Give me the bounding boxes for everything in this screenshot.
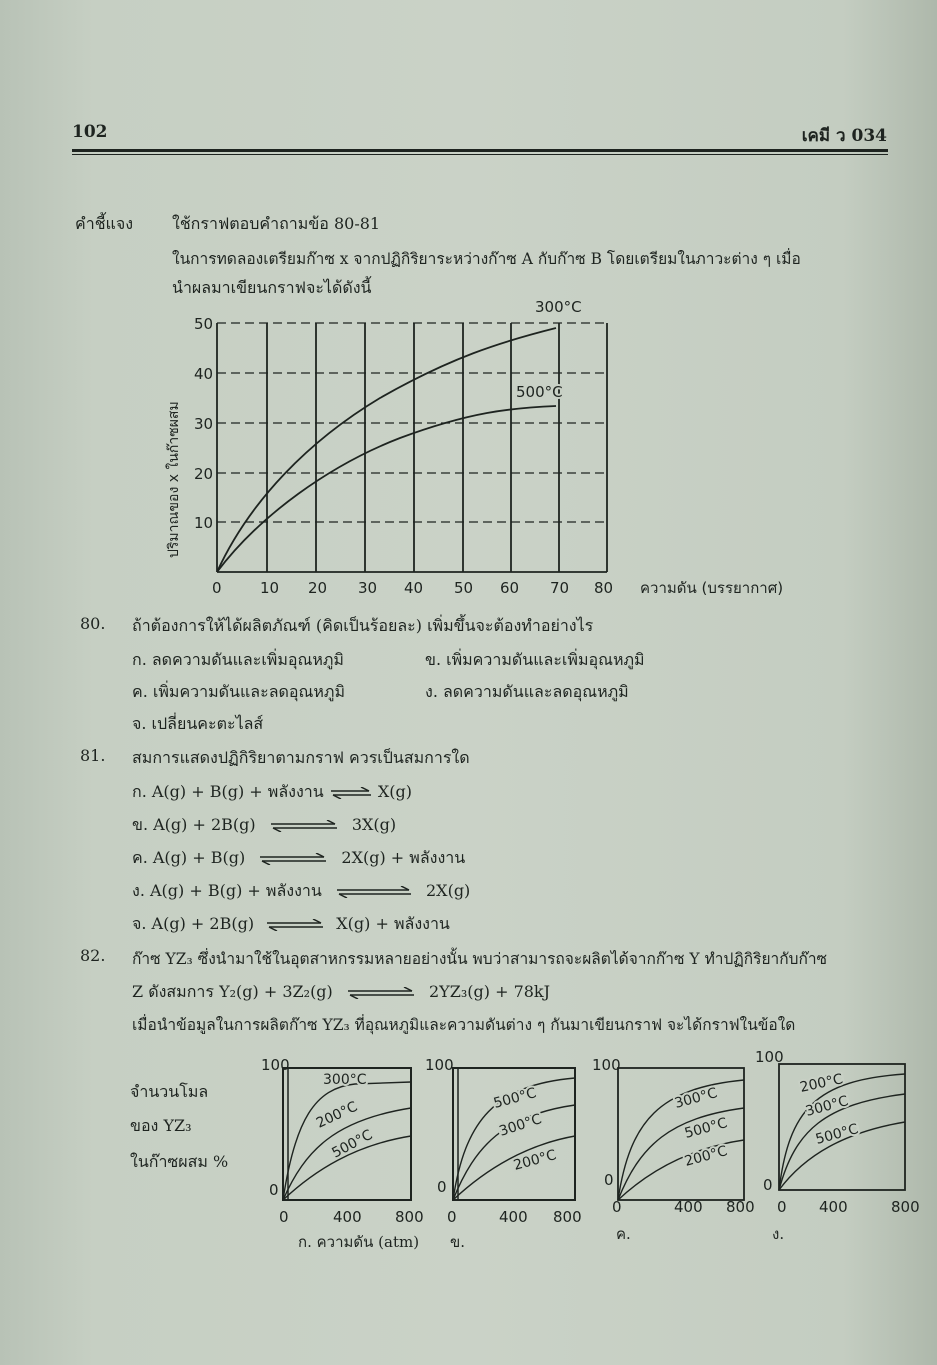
y-axis-label: ปริมาณของ x ในก๊าซผสม bbox=[166, 401, 182, 558]
equation-left: ก. A(g) + B(g) + พลังงาน bbox=[132, 782, 324, 801]
svg-text:0: 0 bbox=[604, 1171, 614, 1189]
small-graph-c-label: ค. bbox=[616, 1225, 631, 1243]
instructions-line-2: ในการทดลองเตรียมก๊าซ x จากปฏิกิริยาระหว่างก๊าซ A กับก๊าซ B โดยเตรียมในภาวะต่าง ๆ เมื่อ bbox=[172, 250, 801, 268]
equilibrium-arrow-icon bbox=[346, 987, 416, 999]
y-tick-50: 50 bbox=[194, 315, 214, 333]
small-graph-c[interactable] bbox=[590, 1050, 760, 1250]
svg-text:500°C: 500°C bbox=[813, 1121, 861, 1148]
q81-choice-c[interactable] bbox=[132, 846, 465, 871]
svg-text:0: 0 bbox=[269, 1181, 279, 1199]
equation-right: 3X(g) bbox=[351, 815, 397, 834]
header-rule-thick bbox=[72, 149, 888, 152]
graph-grid bbox=[217, 323, 607, 572]
header-rule-thin bbox=[72, 154, 888, 155]
svg-text:100: 100 bbox=[592, 1056, 621, 1074]
q82-number: 82. bbox=[80, 946, 106, 965]
q81-number: 81. bbox=[80, 746, 106, 765]
equation-left: Z ดังสมการ Y₂(g) + 3Z₂(g) bbox=[132, 982, 333, 1001]
equation-left: ง. A(g) + B(g) + พลังงาน bbox=[132, 881, 322, 900]
equilibrium-arrow-icon bbox=[269, 820, 339, 832]
q80-choice-d[interactable]: ง. ลดความดันและลดอุณหภูมิ bbox=[425, 682, 629, 701]
small-graph-ylabel-3: ในก๊าซผสม % bbox=[130, 1152, 229, 1171]
svg-text:400: 400 bbox=[674, 1198, 703, 1216]
svg-text:300°C: 300°C bbox=[803, 1093, 851, 1120]
svg-text:0: 0 bbox=[437, 1178, 447, 1196]
equation-left: จ. A(g) + 2B(g) bbox=[132, 914, 255, 933]
svg-text:400: 400 bbox=[499, 1208, 528, 1226]
equation-left: ค. A(g) + B(g) bbox=[132, 848, 246, 867]
small-graph-a[interactable] bbox=[255, 1050, 425, 1250]
small-graph-b-label: ข. bbox=[450, 1233, 466, 1251]
svg-text:100: 100 bbox=[755, 1048, 784, 1066]
q80-choice-e[interactable]: จ. เปลี่ยนคะตะไลส์ bbox=[132, 714, 264, 733]
svg-text:500°C: 500°C bbox=[491, 1085, 539, 1112]
svg-text:300°C: 300°C bbox=[672, 1085, 720, 1112]
x-tick-40: 40 bbox=[404, 579, 424, 597]
y-tick-40: 40 bbox=[194, 365, 214, 383]
equilibrium-arrow-icon bbox=[329, 787, 373, 799]
x-tick-20: 20 bbox=[308, 579, 328, 597]
x-tick-60: 60 bbox=[500, 579, 520, 597]
equation-right: X(g) bbox=[377, 782, 412, 801]
q82-line-2 bbox=[132, 980, 550, 1005]
small-graph-d[interactable] bbox=[755, 1040, 935, 1240]
x-tick-10: 10 bbox=[260, 579, 280, 597]
equation-right: 2X(g) + พลังงาน bbox=[341, 848, 466, 867]
svg-text:800: 800 bbox=[726, 1198, 755, 1216]
label-300c: 300°C bbox=[535, 298, 582, 316]
q80-choice-b[interactable]: ข. เพิ่มความดันและเพิ่มอุณหภูมิ bbox=[425, 650, 645, 669]
small-graph-d-label: ง. bbox=[772, 1225, 785, 1243]
equation-left: ข. A(g) + 2B(g) bbox=[132, 815, 256, 834]
subject-code: เคมี ว 034 bbox=[801, 126, 887, 146]
svg-text:0: 0 bbox=[447, 1208, 457, 1226]
equation-right: X(g) + พลังงาน bbox=[336, 914, 450, 933]
q80-choice-c[interactable]: ค. เพิ่มความดันและลดอุณหภูมิ bbox=[132, 682, 345, 701]
svg-text:400: 400 bbox=[333, 1208, 362, 1226]
q81-choice-a[interactable] bbox=[132, 780, 412, 805]
svg-text:0: 0 bbox=[763, 1176, 773, 1194]
x-tick-50: 50 bbox=[454, 579, 474, 597]
q82-line-3: เมื่อนำข้อมูลในการผลิตก๊าซ YZ₃ ที่อุณหภูมิและความดันต่าง ๆ กันมาเขียนกราฟ จะได้กราฟในข้อใด bbox=[132, 1016, 796, 1034]
svg-text:200°C: 200°C bbox=[798, 1071, 845, 1096]
q81-choice-e[interactable] bbox=[132, 912, 450, 937]
svg-text:800: 800 bbox=[891, 1198, 920, 1216]
svg-text:500°C: 500°C bbox=[329, 1126, 376, 1162]
equilibrium-arrow-icon bbox=[265, 919, 325, 931]
svg-text:0: 0 bbox=[612, 1198, 622, 1216]
q81-choice-b[interactable] bbox=[132, 813, 396, 838]
equilibrium-arrow-icon bbox=[335, 886, 413, 898]
instructions-line-1: ใช้กราฟตอบคำถามข้อ 80-81 bbox=[172, 214, 381, 233]
svg-text:800: 800 bbox=[553, 1208, 582, 1226]
q80-number: 80. bbox=[80, 614, 106, 633]
svg-text:500°C: 500°C bbox=[682, 1115, 730, 1142]
x-tick-0: 0 bbox=[212, 579, 222, 597]
svg-text:0: 0 bbox=[777, 1198, 787, 1216]
equilibrium-arrow-icon bbox=[258, 853, 328, 865]
small-graph-ylabel-2: ของ YZ₃ bbox=[130, 1116, 192, 1135]
x-tick-30: 30 bbox=[358, 579, 378, 597]
equation-right: 2X(g) bbox=[426, 881, 471, 900]
svg-text:100: 100 bbox=[261, 1056, 290, 1074]
q81-choice-d[interactable] bbox=[132, 879, 470, 904]
x-axis-label: ความดัน (บรรยากาศ) bbox=[640, 579, 784, 597]
svg-text:200°C: 200°C bbox=[511, 1147, 559, 1174]
q81-question: สมการแสดงปฏิกิริยาตามกราฟ ควรเป็นสมการใด bbox=[132, 748, 470, 767]
instructions-label: คำชี้แจง bbox=[75, 214, 134, 233]
svg-text:200°C: 200°C bbox=[682, 1143, 730, 1170]
svg-text:800: 800 bbox=[395, 1208, 424, 1226]
svg-text:100: 100 bbox=[425, 1056, 454, 1074]
label-500c: 500°C bbox=[516, 383, 563, 401]
small-graph-b[interactable] bbox=[425, 1050, 595, 1250]
svg-text:300°C: 300°C bbox=[497, 1111, 544, 1140]
svg-text:200°C: 200°C bbox=[313, 1098, 361, 1132]
svg-text:0: 0 bbox=[279, 1208, 289, 1226]
small-graph-ylabel-1: จำนวนโมล bbox=[130, 1082, 209, 1101]
y-tick-20: 20 bbox=[194, 465, 214, 483]
x-tick-70: 70 bbox=[550, 579, 570, 597]
y-tick-30: 30 bbox=[194, 415, 214, 433]
q80-choice-a[interactable]: ก. ลดความดันและเพิ่มอุณหภูมิ bbox=[132, 650, 344, 669]
small-graph-a-label: ก. ความดัน (atm) bbox=[298, 1233, 420, 1251]
instructions-line-3: นำผลมาเขียนกราฟจะได้ดังนี้ bbox=[172, 278, 372, 297]
svg-text:400: 400 bbox=[819, 1198, 848, 1216]
q82-line-1: ก๊าซ YZ₃ ซึ่งนำมาใช้ในอุตสาหกรรมหลายอย่างนั้น พบว่าสามารถจะผลิตได้จากก๊าซ Y ทำปฏิกิริยากับก๊าซ bbox=[132, 950, 828, 968]
x-tick-80: 80 bbox=[594, 579, 614, 597]
page-number: 102 bbox=[72, 122, 108, 142]
main-pressure-graph bbox=[160, 290, 840, 610]
equation-right: 2YZ₃(g) + 78kJ bbox=[428, 982, 551, 1001]
svg-text:300°C: 300°C bbox=[323, 1072, 367, 1088]
y-tick-10: 10 bbox=[194, 514, 214, 532]
q80-question: ถ้าต้องการให้ได้ผลิตภัณฑ์ (คิดเป็นร้อยละ) เพิ่มขึ้นจะต้องทำอย่างไร bbox=[132, 616, 594, 635]
